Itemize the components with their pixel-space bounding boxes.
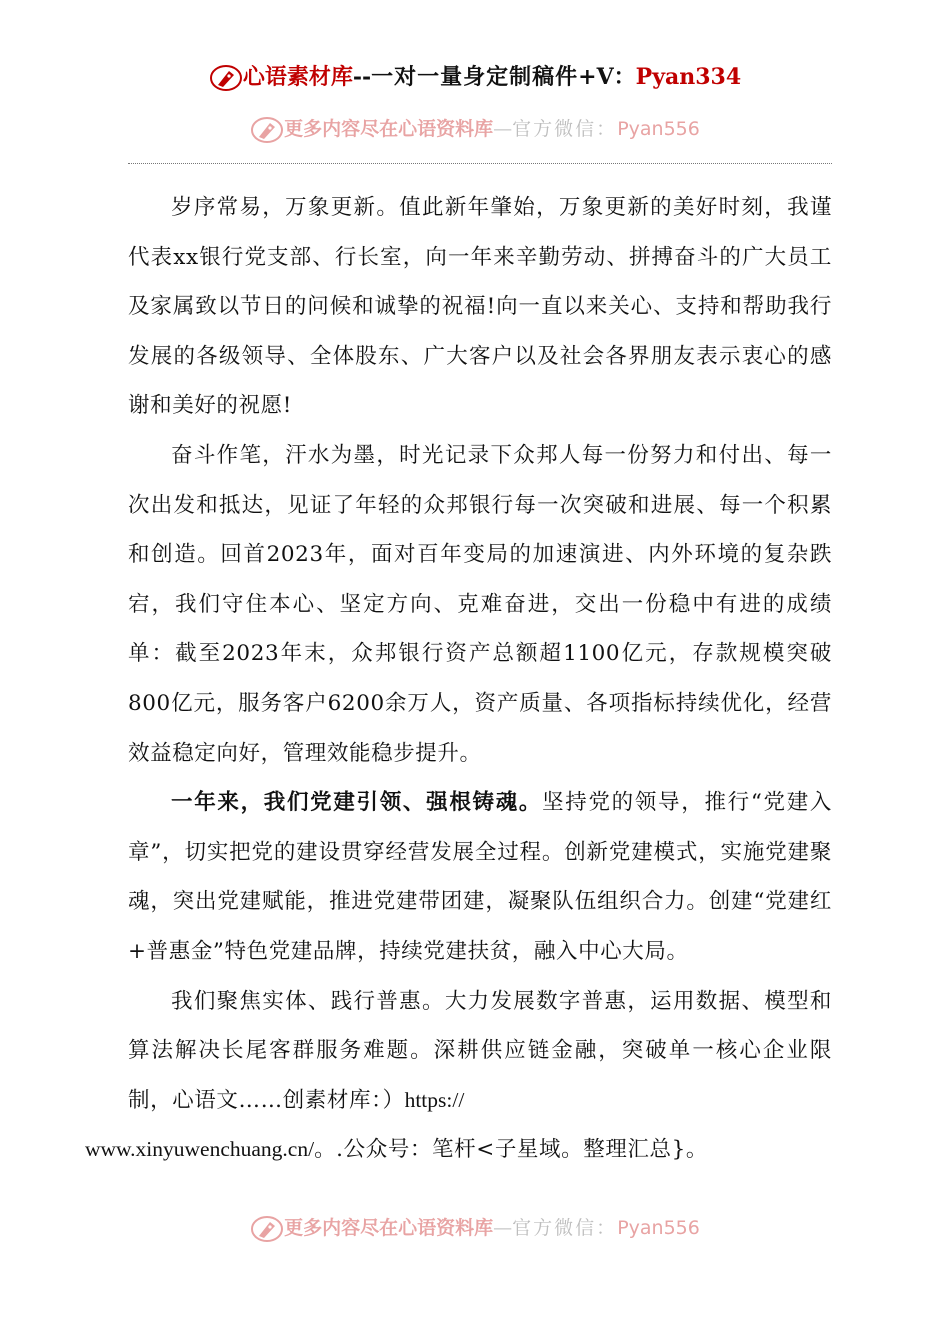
watermark-wechat-id: Pyan556 [617,1217,700,1239]
document-body [85,183,832,1175]
header-v-label: +V： [578,64,636,90]
paragraph-inclusive-tail: 。.公众号：笔杆<子星域。整理汇总}。 [314,1137,709,1163]
watermark-wechat-id: Pyan556 [617,118,700,140]
source-url-part1: https:// [404,1087,465,1112]
watermark-dash: — [493,118,513,140]
header-wechat-id: Pyan334 [635,64,742,90]
watermark-label: 官方微信： [512,1217,618,1239]
watermark-bottom [0,1214,950,1244]
paragraph-inclusive-finance [85,977,832,1175]
watermark-text: 更多内容尽在心语资料库 [284,1217,494,1239]
header-slogan: 一对一量身定制稿件 [371,64,579,90]
header-divider [128,163,832,164]
pen-nib-watermark-icon [250,115,284,145]
paragraph-review: 奋斗作笔，汗水为墨，时光记录下众邦人每一份努力和付出、每一次出发和抵达，见证了年轻的众邦银行每一次突破和进展、每一个积累和创造。回首2023年，面对百年变局的加速演进、内外环境的复杂跌宕，我们守住本心、坚定方向、克难奋进，交出一份稳中有进的成绩单：截至2023年末，众邦银行资产总额超1100亿元，存款规模突破800亿元，服务客户6200余万人，资产质量、各项指标持续优化，经营效益稳定向好，管理效能稳步提升。 [128,442,832,766]
page-header [0,62,950,93]
paragraph-lead-heading: 一年来，我们党建引领、强根铸魂。 [171,790,543,816]
paragraph-party-building [128,778,832,976]
watermark-label: 官方微信： [512,118,618,140]
paragraph-party-building-text: 坚持党的领导，推行“党建入章”，切实把党的建设贯穿经营发展全过程。创新党建模式，实施党建聚魂，突出党建赋能，推进党建带团建，凝聚队伍组织合力。创建“党建红+普惠金”特色党建品牌，持续党建扶贫，融入中心大局。 [128,790,832,964]
watermark-dash: — [493,1217,513,1239]
source-url-part2: www.xinyuwenchuang.cn/ [85,1137,315,1162]
watermark-top [0,115,950,145]
pen-nib-logo-icon [209,63,243,93]
paragraph-inclusive-text: 我们聚焦实体、践行普惠。大力发展数字普惠，运用数据、模型和算法解决长尾客群服务难题。深耕供应链金融，突破单一核心企业限制，心语文……创素材库：） [128,988,832,1113]
brand-name: 心语素材库 [242,64,353,90]
paragraph-greeting: 岁序常易，万象更新。值此新年肇始，万象更新的美好时刻，我谨代表xx银行党支部、行长室，向一年来辛勤劳动、拼搏奋斗的广大员工及家属致以节日的问候和诚挚的祝福!向一直以来关心、支持和帮助我行发展的各级领导、全体股东、广大客户以及社会各界朋友表示衷心的感谢和美好的祝愿! [128,195,832,419]
pen-nib-watermark-icon [250,1214,284,1244]
header-separator: -- [352,64,372,90]
watermark-text: 更多内容尽在心语资料库 [284,118,494,140]
